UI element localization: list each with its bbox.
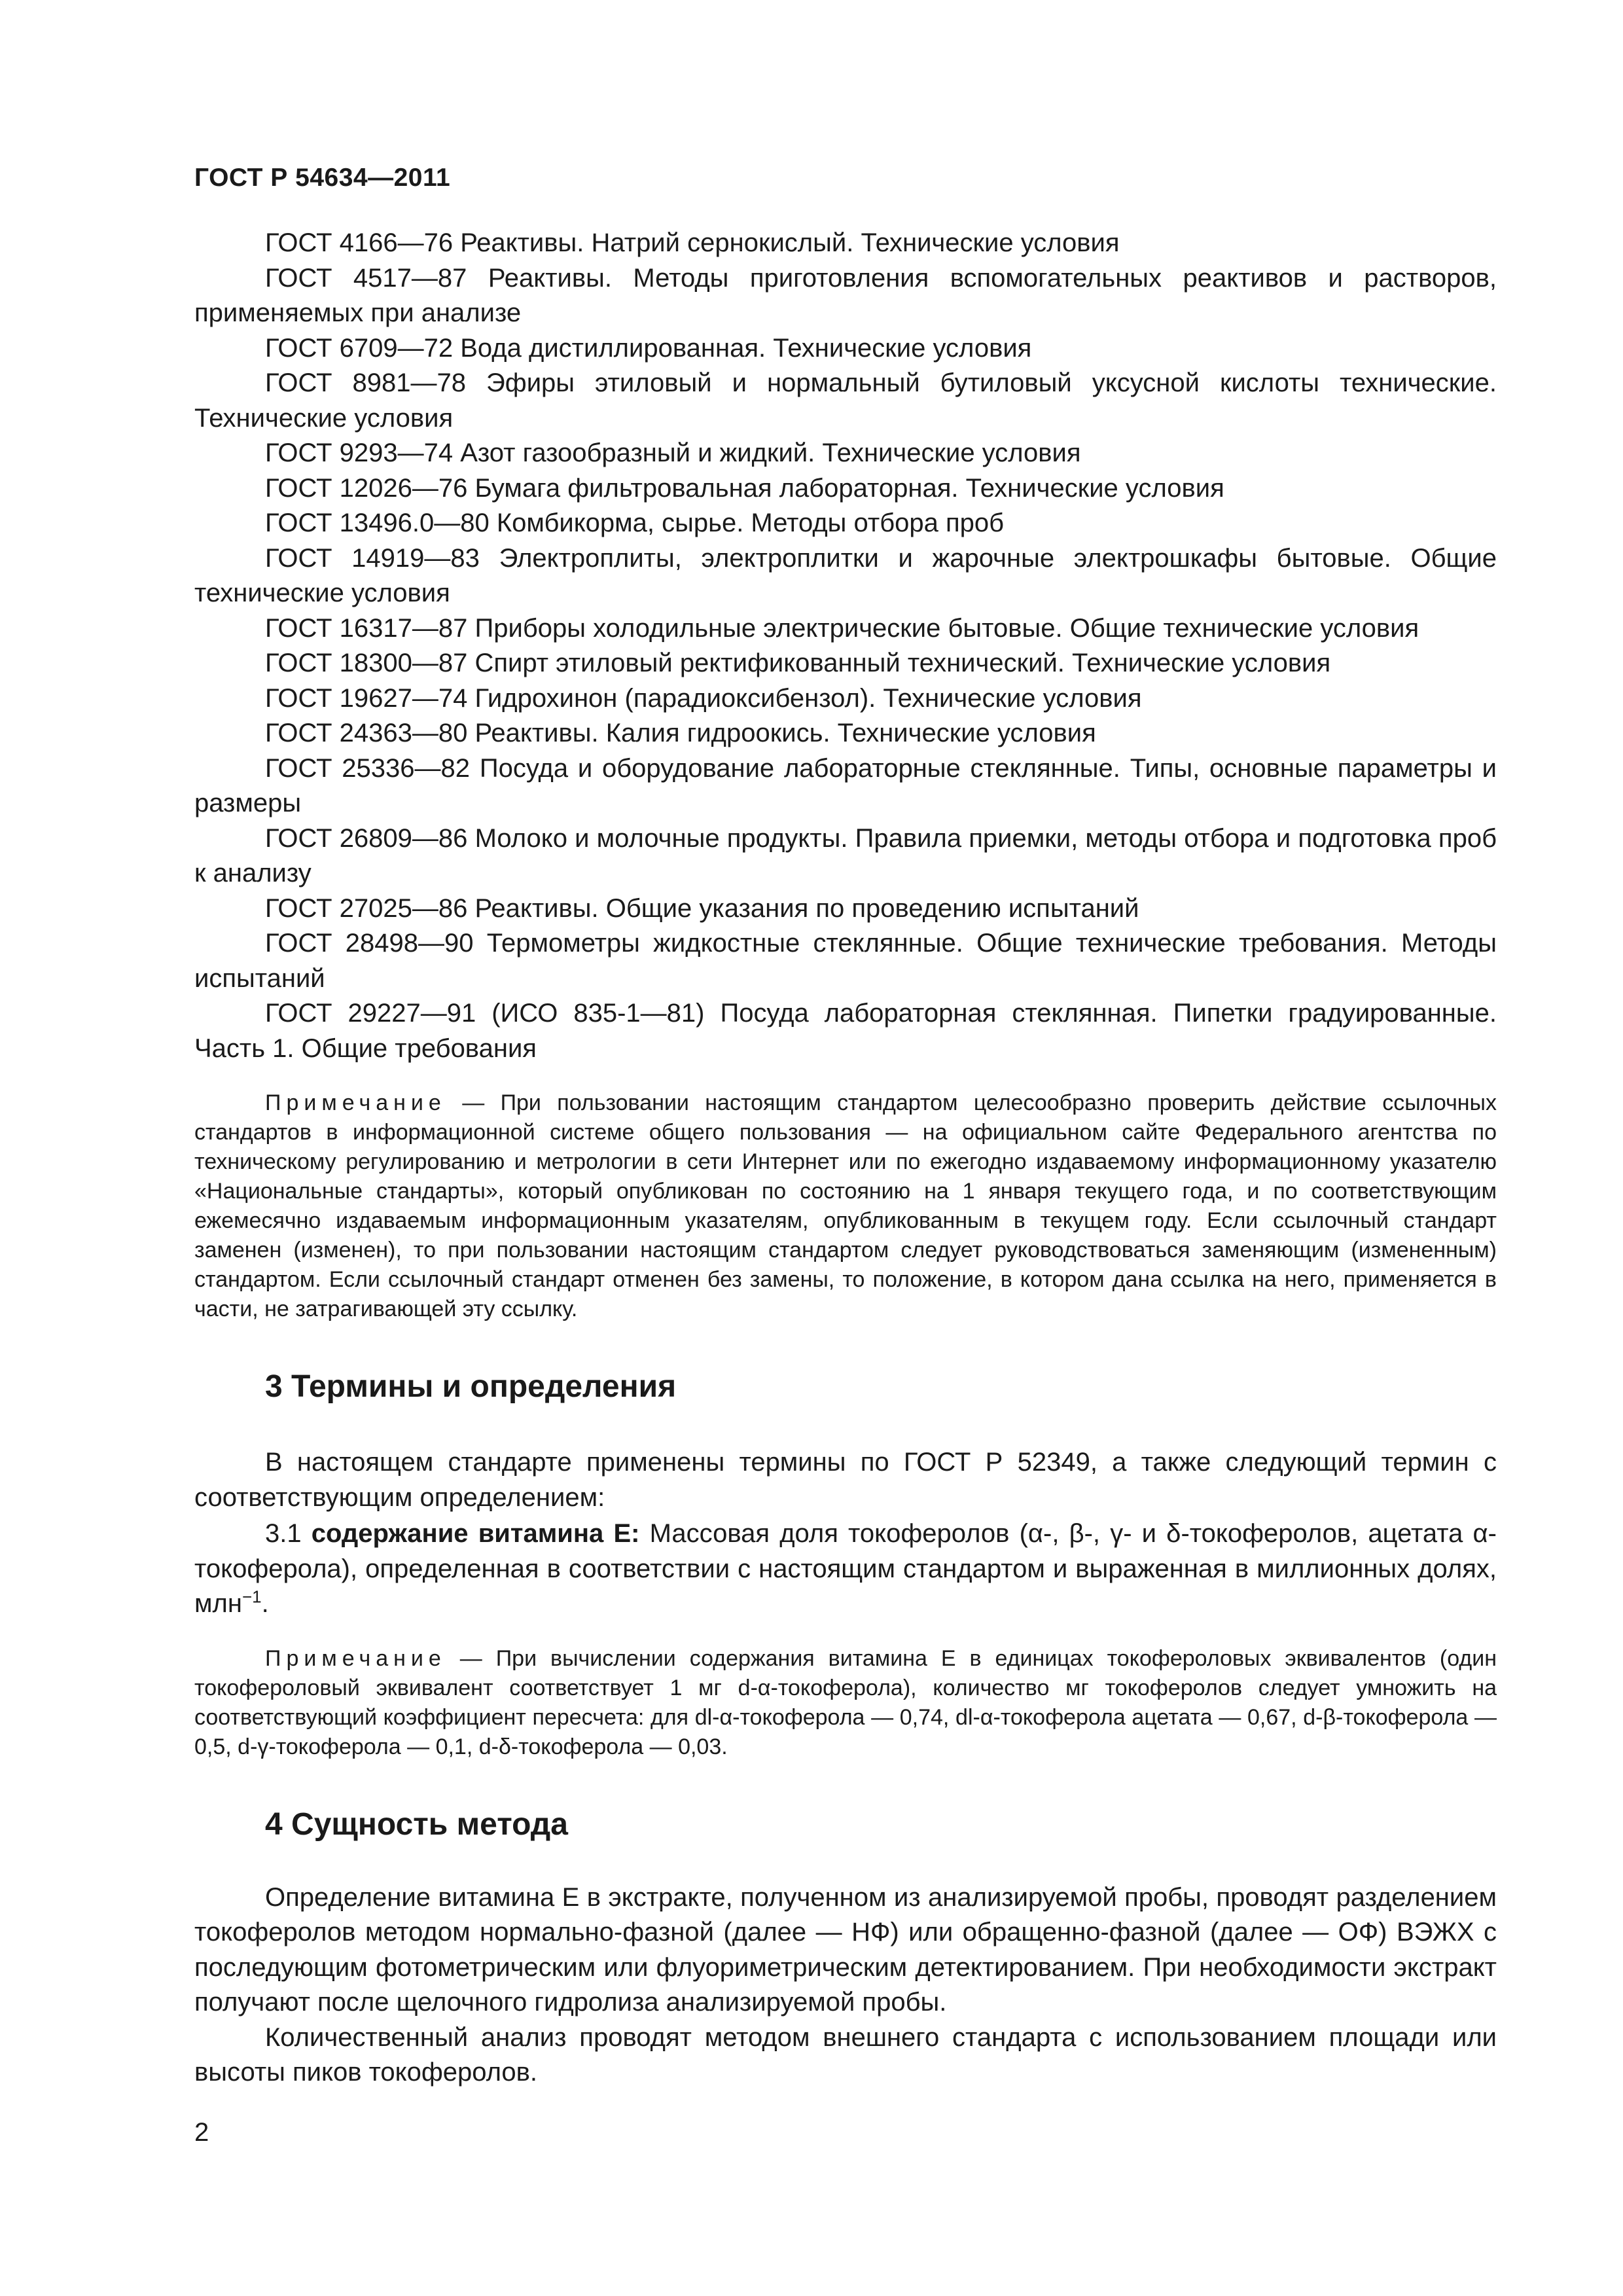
reference-number: ГОСТ 4166—76 xyxy=(265,228,454,257)
section-3-intro: В настоящем стандарте применены термины по ГОСТ Р 52349, а также следующий термин с соответствующим определением: xyxy=(194,1448,1497,1512)
reference-number: ГОСТ 8981—78 xyxy=(265,368,467,397)
reference-item xyxy=(194,506,1497,541)
reference-item xyxy=(194,996,1497,1066)
reference-title: Электроплиты, электроплитки и жарочные электрошкафы бытовые. Общие технические условия xyxy=(194,543,1497,607)
term-definition xyxy=(194,1516,1497,1622)
section-4-paragraph-1: Определение витамина Е в экстракте, полученном из анализируемой пробы, проводят разделением токоферолов методом нормально-фазной (далее — НФ) или обращенно-фазной (далее — ОФ) ВЭЖХ с последующим фотометрическим или флуориметрическим детектированием. При необходимости экстракт получают после щелочного гидролиза анализируемой пробы. xyxy=(194,1882,1497,2017)
reference-title: Спирт этиловый ректификованный технический. Технические условия xyxy=(474,649,1331,677)
reference-number: ГОСТ 14919—83 xyxy=(265,543,480,573)
section-4-title: 4 Сущность метода xyxy=(265,1806,568,1842)
reference-title: Реактивы. Общие указания по проведению испытаний xyxy=(474,893,1139,923)
document-header: ГОСТ Р 54634—2011 xyxy=(194,164,451,192)
reference-item xyxy=(194,646,1497,681)
document-content xyxy=(194,226,1497,2090)
reference-number: ГОСТ 9293—74 xyxy=(265,439,454,467)
reference-title: Эфиры этиловый и нормальный бутиловый уксусной кислоты технические. Технические условия xyxy=(194,368,1497,433)
reference-title: Термометры жидкостные стеклянные. Общие технические требования. Методы испытаний xyxy=(194,929,1497,993)
reference-item xyxy=(194,821,1497,891)
normative-references-list xyxy=(194,226,1497,1066)
reference-title: Приборы холодильные электрические бытовые. Общие технические условия xyxy=(474,613,1419,643)
reference-title: Молоко и молочные продукты. Правила приемки, методы отбора и подготовка проб к анализу xyxy=(194,823,1497,888)
note-label: Примечание xyxy=(265,1090,446,1115)
section-3-title: 3 Термины и определения xyxy=(265,1369,677,1404)
unit-superscript: −1 xyxy=(241,1587,262,1607)
reference-item xyxy=(194,926,1497,996)
reference-item xyxy=(194,716,1497,751)
reference-number: ГОСТ 29227—91 xyxy=(265,999,476,1028)
reference-item xyxy=(194,436,1497,471)
term-name: содержание витамина Е: xyxy=(311,1519,640,1548)
reference-item xyxy=(194,891,1497,927)
note-text: — При пользовании настоящим стандартом целесообразно проверить действие ссылочных стандартов в информационной системе общего пользования — на официальном сайте Федерального агентства по техническому регулированию и метрологии в сети Интернет или по ежегодно издаваемому информационному указателю «Национальные стандарты», который опубликован по состоянию на 1 января текущего года, и по соответствующим ежемесячно издаваемым информационным указателям, опубликованным в текущем году. Если ссылочный стандарт заменен (изменен), то при пользовании настоящим стандартом следует руководствоваться заменяющим (измененным) стандартом. Если ссылочный стандарт отменен без замены, то положение, в котором дана ссылка на него, применяется в части, не затрагивающей эту ссылку. xyxy=(194,1090,1497,1321)
reference-item xyxy=(194,226,1497,261)
reference-item xyxy=(194,471,1497,507)
reference-title: (ИСО 835-1—81) Посуда лабораторная стеклянная. Пипетки градуированные. Часть 1. Общие требования xyxy=(194,999,1497,1063)
reference-item xyxy=(194,541,1497,611)
term-end: . xyxy=(261,1589,269,1618)
reference-title: Гидрохинон (парадиоксибензол). Технические условия xyxy=(474,683,1142,713)
term-note xyxy=(194,1644,1497,1762)
reference-number: ГОСТ 6709—72 xyxy=(265,333,454,363)
term-number: 3.1 xyxy=(265,1519,302,1548)
reference-number: ГОСТ 18300—87 xyxy=(265,649,468,677)
reference-number: ГОСТ 19627—74 xyxy=(265,683,468,713)
reference-title: Комбикорма, сырье. Методы отбора проб xyxy=(496,509,1005,537)
reference-title: Реактивы. Калия гидроокись. Технические условия xyxy=(474,719,1096,747)
reference-item xyxy=(194,611,1497,647)
reference-item xyxy=(194,751,1497,821)
references-note xyxy=(194,1088,1497,1324)
reference-number: ГОСТ 27025—86 xyxy=(265,893,468,923)
reference-number: ГОСТ 12026—76 xyxy=(265,473,468,503)
term-definition-text: Массовая доля токоферолов (α-, β-, γ- и δ-токоферолов, ацетата α-токоферола), определенная в соответствии с настоящим стандартом и выраженная в миллионных долях, млн xyxy=(194,1519,1497,1618)
page-number: 2 xyxy=(194,2118,209,2147)
reference-item xyxy=(194,366,1497,436)
reference-number: ГОСТ 25336—82 xyxy=(265,753,471,783)
section-4-paragraph-2: Количественный анализ проводят методом внешнего стандарта с использованием площади или высоты пиков токоферолов. xyxy=(194,2022,1497,2087)
reference-item xyxy=(194,681,1497,717)
reference-title: Бумага фильтровальная лабораторная. Технические условия xyxy=(474,473,1224,503)
reference-number: ГОСТ 13496.0—80 xyxy=(265,509,490,537)
reference-number: ГОСТ 24363—80 xyxy=(265,719,468,747)
reference-title: Реактивы. Натрий сернокислый. Технические условия xyxy=(460,228,1120,257)
reference-title: Реактивы. Методы приготовления вспомогательных реактивов и растворов, применяемых при анализе xyxy=(194,263,1497,327)
note-text: — При вычислении содержания витамина Е в единицах токофероловых эквивалентов (один токофероловый эквивалент соответствует 1 мг d-α-токоферола), количество мг токоферолов следует умножить на соответствующий коэффициент пересчета: для dl-α-токоферола — 0,74, dl-α-токоферола ацетата — 0,67, d-β-токоферола — 0,5, d-γ-токоферола — 0,1, d-δ-токоферола — 0,03. xyxy=(194,1645,1497,1759)
reference-title: Посуда и оборудование лабораторные стеклянные. Типы, основные параметры и размеры xyxy=(194,753,1497,817)
reference-title: Азот газообразный и жидкий. Технические условия xyxy=(460,439,1081,467)
reference-number: ГОСТ 16317—87 xyxy=(265,613,468,643)
reference-item xyxy=(194,331,1497,367)
reference-number: ГОСТ 4517—87 xyxy=(265,263,467,293)
reference-number: ГОСТ 26809—86 xyxy=(265,823,468,853)
reference-title: Вода дистиллированная. Технические условия xyxy=(460,333,1032,363)
reference-number: ГОСТ 28498—90 xyxy=(265,929,474,958)
note-label: Примечание xyxy=(265,1645,446,1671)
reference-item xyxy=(194,261,1497,331)
